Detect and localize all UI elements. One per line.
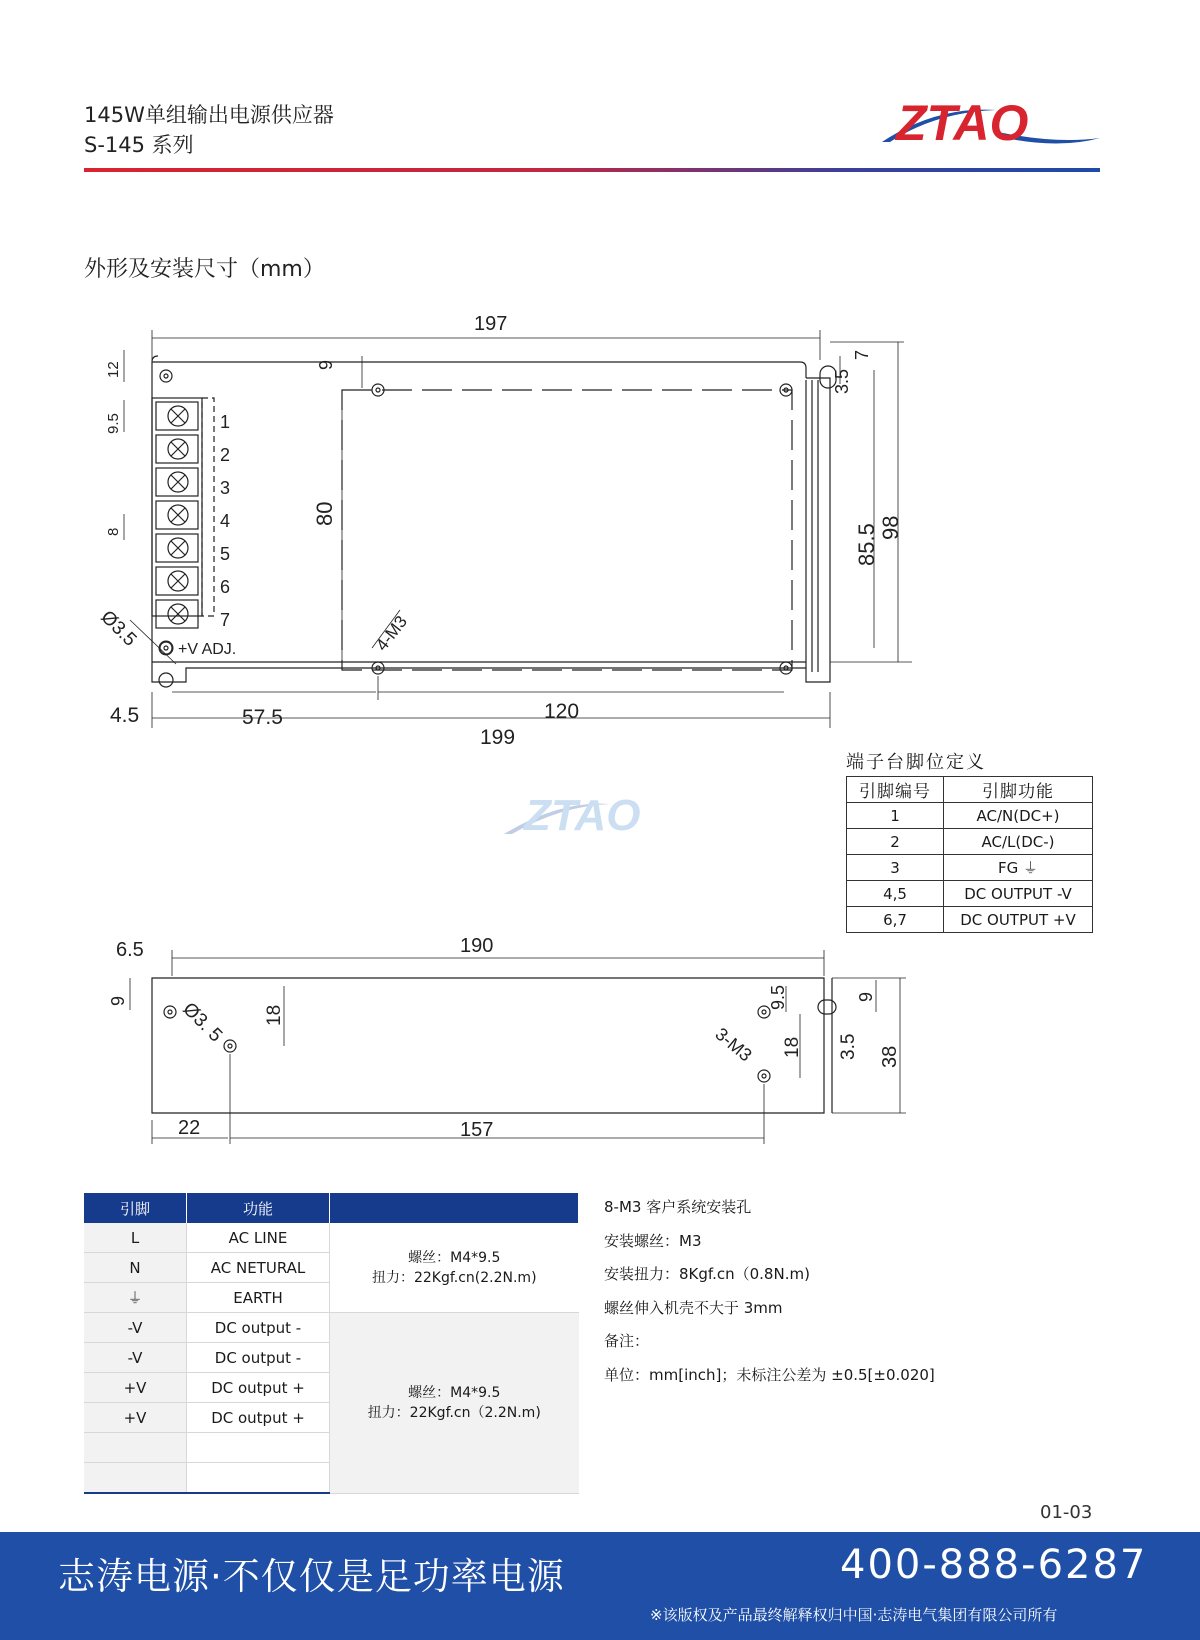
pin-number: 2 (847, 829, 944, 855)
footer-phone: 400-888-6287 (840, 1542, 1148, 1588)
dim-7: 7 (852, 349, 872, 360)
function-cell: DC output - (187, 1343, 330, 1373)
dim-4-5: 4.5 (110, 704, 140, 727)
pin-function: DC OUTPUT -V (944, 881, 1093, 907)
dim-9-5: 9.5 (105, 413, 122, 434)
terminal-number: 6 (220, 577, 231, 597)
dim-9: 9 (316, 359, 336, 370)
terminal-number: 4 (220, 511, 231, 531)
function-cell: EARTH (187, 1283, 330, 1313)
title-line-1: 145W单组输出电源供应器 (84, 103, 334, 127)
terminal-number: 1 (220, 412, 231, 432)
pin-function: FG (997, 859, 1019, 877)
page-number: 01-03 (1040, 1502, 1093, 1523)
logo-text: ZTAO (896, 95, 1029, 151)
watermark-logo (500, 784, 700, 844)
document-title (84, 100, 334, 160)
screw-spec-group-1 (330, 1223, 579, 1313)
function-cell: DC output - (187, 1313, 330, 1343)
pins-table-title: 端子台脚位定义 (846, 752, 986, 773)
pin-function: AC/L(DC-) (944, 829, 1093, 855)
note-line: 备注： (604, 1332, 650, 1350)
spec-table (84, 1193, 579, 1494)
function-cell (187, 1463, 330, 1494)
terminal-number: 5 (220, 544, 231, 564)
section-title: 外形及安装尺寸（mm） (84, 257, 325, 282)
note-line: 单位：mm[inch]；未标注公差为 ±0.5[±0.020] (604, 1365, 935, 1384)
dim-3-m3: 3-M3 (711, 1023, 756, 1066)
table-row (847, 855, 1093, 881)
side-view-drawing (0, 930, 920, 1150)
dim-38: 38 (879, 1045, 901, 1068)
ground-icon: ⏚ (1023, 859, 1039, 877)
installation-notes (604, 1196, 935, 1397)
dim-199: 199 (480, 726, 516, 749)
pin-cell (84, 1283, 187, 1313)
footer-slogan: 志涛电源·不仅仅是足功率电源 (58, 1555, 565, 1598)
pin-cell: N (84, 1253, 187, 1283)
watermark-text: ZTAO (524, 791, 641, 840)
dim-phi-3-5-side: Ø3. 5 (178, 998, 227, 1047)
table-row (847, 803, 1093, 829)
dim-8: 8 (105, 527, 122, 536)
dim-4-m3: 4-M3 (372, 612, 411, 655)
dim-98: 98 (878, 515, 903, 540)
dim-9-5-side: 9.5 (768, 984, 788, 1010)
table-row (847, 829, 1093, 855)
pin-number: 3 (847, 855, 944, 881)
dim-80: 80 (312, 501, 337, 526)
pin-cell: +V (84, 1403, 187, 1433)
terminal-number-labels (220, 412, 230, 630)
function-cell: DC output + (187, 1403, 330, 1433)
column-header: 功能 (187, 1193, 330, 1223)
dim-12: 12 (105, 361, 122, 378)
table-row (847, 907, 1093, 933)
column-header: 引脚编号 (847, 777, 944, 803)
terminal-number: 7 (220, 610, 231, 630)
pin-function: DC OUTPUT +V (944, 907, 1093, 933)
pin-cell: L (84, 1223, 187, 1253)
pin-cell: -V (84, 1313, 187, 1343)
pins-table (846, 776, 1093, 933)
column-header: 引脚 (84, 1193, 187, 1223)
dim-phi-3-5: Ø3.5 (96, 606, 141, 651)
table-header-row (84, 1193, 579, 1223)
torque-spec: 扭力：22Kgf.cn(2.2N.m) (371, 1269, 537, 1286)
table-row (847, 881, 1093, 907)
dim-57-5: 57.5 (242, 706, 283, 729)
header-divider (84, 168, 1100, 172)
function-cell: AC LINE (187, 1223, 330, 1253)
note-line: 安装螺丝：M3 (604, 1231, 702, 1250)
note-line: 安装扭力：8Kgf.cn（0.8N.m) (604, 1265, 810, 1283)
terminal-number: 3 (220, 478, 231, 498)
ground-icon: ⏚ (127, 1289, 143, 1307)
column-header-empty (330, 1193, 579, 1223)
dim-190: 190 (460, 935, 494, 957)
function-cell: DC output + (187, 1373, 330, 1403)
dim-3-5: 3.5 (832, 368, 852, 394)
pin-cell (84, 1433, 187, 1463)
top-view-drawing (0, 300, 920, 760)
note-line: 8-M3 客户系统安装孔 (604, 1198, 752, 1216)
table-header-row (847, 777, 1093, 803)
footer-copyright: ※该版权及产品最终解释权归中国·志涛电气集团有限公司所有 (650, 1606, 1058, 1624)
dim-6-5: 6.5 (116, 939, 144, 961)
terminal-screws (156, 402, 198, 628)
dim-120: 120 (544, 700, 580, 723)
screw-spec-group-2 (330, 1313, 579, 1494)
dim-22: 22 (178, 1117, 201, 1139)
screw-spec: 螺丝：M4*9.5 (408, 1249, 501, 1266)
pin-cell: +V (84, 1373, 187, 1403)
function-cell (187, 1433, 330, 1463)
table-row (84, 1223, 579, 1253)
adj-label: +V ADJ. (178, 641, 237, 658)
dim-9-left: 9 (108, 995, 128, 1006)
screw-spec: 螺丝：M4*9.5 (408, 1384, 501, 1401)
dim-18-left: 18 (264, 1004, 285, 1026)
pin-function: AC/N(DC+) (944, 803, 1093, 829)
dim-85-5: 85.5 (854, 523, 879, 566)
pin-cell: -V (84, 1343, 187, 1373)
pin-number: 6,7 (847, 907, 944, 933)
pin-cell (84, 1463, 187, 1494)
dim-157: 157 (460, 1119, 494, 1141)
dim-18-right: 18 (782, 1036, 803, 1058)
function-cell: AC NETURAL (187, 1253, 330, 1283)
terminal-number: 2 (220, 445, 231, 465)
pin-number: 4,5 (847, 881, 944, 907)
dim-3-5-side: 3.5 (838, 1033, 859, 1060)
torque-spec: 扭力：22Kgf.cn（2.2N.m) (367, 1404, 541, 1421)
dim-9-right: 9 (856, 991, 876, 1002)
pin-number: 1 (847, 803, 944, 829)
ztao-logo (876, 92, 1106, 152)
table-row (84, 1313, 579, 1343)
column-header: 引脚功能 (944, 777, 1093, 803)
title-line-2: S-145 系列 (84, 133, 194, 157)
dim-197: 197 (474, 313, 508, 335)
note-line: 螺丝伸入机壳不大于 3mm (604, 1298, 783, 1317)
